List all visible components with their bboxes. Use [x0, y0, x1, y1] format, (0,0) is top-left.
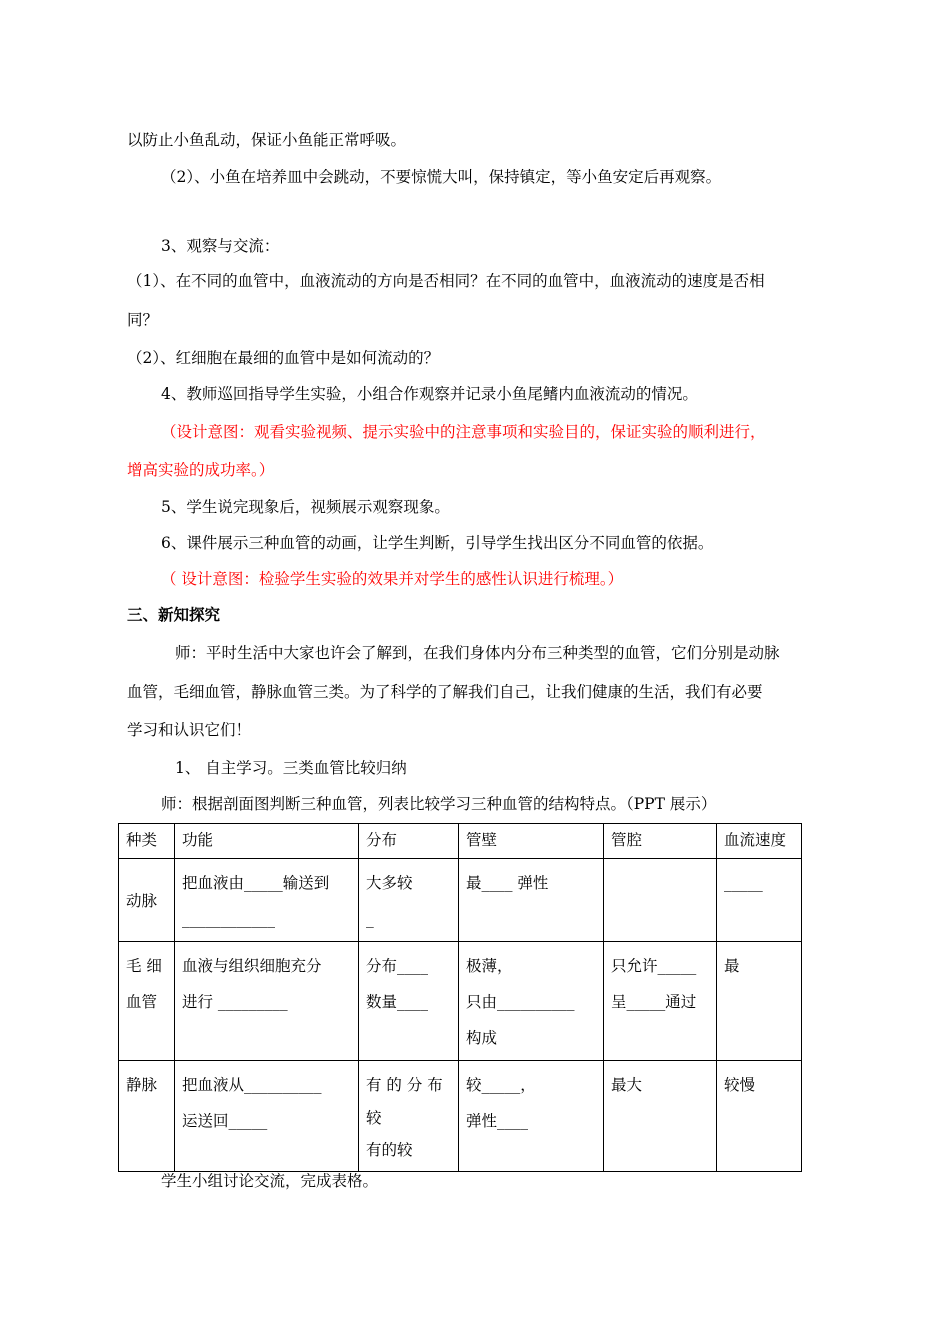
- function-cell: 把血液由_____输送到 ____________: [175, 859, 359, 942]
- design-intent-note: （设计意图：观看实验视频、提示实验中的注意事项和实验目的，保证实验的顺利进行，: [161, 423, 766, 441]
- text-line: 师：根据剖面图判断三种血管，列表比较学习三种血管的结构特点。（PPT 展示）: [161, 795, 717, 813]
- header-cell: 功能: [175, 824, 359, 859]
- speed-cell: 最: [717, 942, 802, 1061]
- function-cell: 血液与组织细胞充分 进行 _________: [175, 942, 359, 1061]
- text-line: 1、 自主学习。三类血管比较归纳: [175, 759, 407, 777]
- vessel-name-cell: 静脉: [119, 1061, 175, 1172]
- table-row-artery: [119, 859, 802, 942]
- section-heading: 三、新知探究: [127, 605, 221, 624]
- text-line: 血管，毛细血管，静脉血管三类。为了科学的了解我们自己，让我们健康的生活，我们有必要: [127, 683, 763, 701]
- text-line: （2）、红细胞在最细的血管中是如何流动的？: [127, 349, 440, 367]
- distribution-cell: 大多较 _: [359, 859, 459, 942]
- function-cell: 把血液从__________ 运送回_____: [175, 1061, 359, 1172]
- lumen-cell: [604, 859, 717, 942]
- vessel-name-cell: 毛 细 血管: [119, 942, 175, 1061]
- table-row-capillary: [119, 942, 802, 1061]
- lumen-cell: 最大: [604, 1061, 717, 1172]
- speed-cell: _____: [717, 859, 802, 942]
- text-line: 学习和认识它们！: [127, 721, 252, 739]
- lumen-cell: 只允许_____ 呈_____通过: [604, 942, 717, 1061]
- distribution-cell: 有 的 分 布 较 有的较: [359, 1061, 459, 1172]
- text-line: 5、学生说完现象后，视频展示观察现象。: [161, 498, 450, 516]
- header-cell: 种类: [119, 824, 175, 859]
- header-cell: 管壁: [459, 824, 604, 859]
- distribution-cell: 分布____ 数量____: [359, 942, 459, 1061]
- text-line: 以防止小鱼乱动，保证小鱼能正常呼吸。: [127, 131, 407, 149]
- table-row-vein: [119, 1061, 802, 1172]
- wall-cell: 极薄， 只由__________ 构成: [459, 942, 604, 1061]
- text-line: （1）、在不同的血管中，血液流动的方向是否相同？在不同的血管中，血液流动的速度是否相: [127, 272, 765, 290]
- design-intent-note: 增高实验的成功率。）: [127, 461, 275, 479]
- header-cell: 分布: [359, 824, 459, 859]
- design-intent-note: （ 设计意图：检验学生实验的效果并对学生的感性认识进行梳理。）: [161, 570, 624, 588]
- text-line: 学生小组讨论交流，完成表格。: [161, 1172, 379, 1190]
- table-header-row: [119, 824, 802, 859]
- text-line: 同？: [127, 311, 159, 329]
- wall-cell: 较_____， 弹性____: [459, 1061, 604, 1172]
- header-cell: 血流速度: [717, 824, 802, 859]
- speed-cell: 较慢: [717, 1061, 802, 1172]
- wall-cell: 最____ 弹性: [459, 859, 604, 942]
- text-line: 4、教师巡回指导学生实验，小组合作观察并记录小鱼尾鳍内血液流动的情况。: [161, 385, 698, 403]
- header-cell: 管腔: [604, 824, 717, 859]
- text-line: （2）、小鱼在培养皿中会跳动，不要惊慌大叫，保持镇定，等小鱼安定后再观察。: [161, 168, 722, 186]
- blood-vessel-comparison-table: [118, 823, 802, 1172]
- vessel-name-cell: 动脉: [119, 859, 175, 942]
- text-line: 师：平时生活中大家也许会了解到，在我们身体内分布三种类型的血管，它们分别是动脉: [175, 644, 780, 662]
- text-line: 6、课件展示三种血管的动画，让学生判断，引导学生找出区分不同血管的依据。: [161, 534, 714, 552]
- text-line: 3、观察与交流：: [161, 237, 280, 255]
